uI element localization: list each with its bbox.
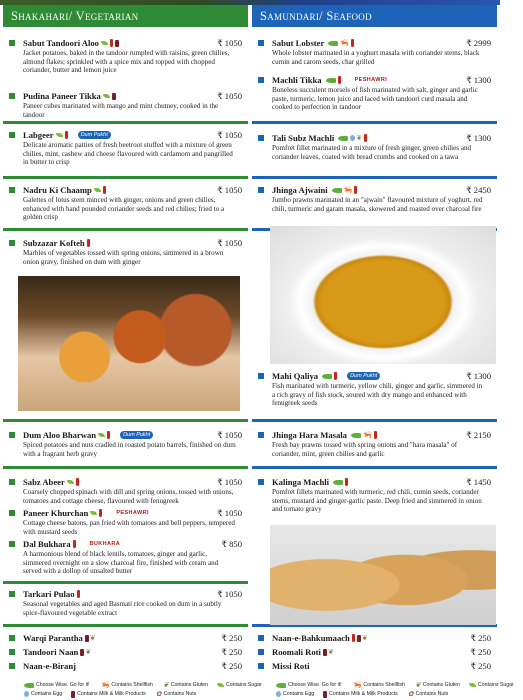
dum-pukht-badge: Dum Pukht [78, 131, 111, 139]
menu-item: Sabut Tandoori Aloo ₹ 1050 Jacket potatoes, baked in the tandoor rumpled with raisins, green chilies, almond flakes; sprinkled with a spice mix and topped with chopped coriander, butter and lemon juice [3, 37, 248, 75]
chili-icon [374, 431, 377, 439]
leaf-icon [67, 480, 74, 484]
chili-icon [352, 634, 355, 642]
fish-icon [351, 433, 361, 438]
leaf-icon [94, 188, 101, 192]
nonveg-bullet-icon [258, 635, 264, 641]
fish-icon [326, 78, 336, 83]
menu-item: Naan-e-Bahkumaach ❦ ₹ 250 [252, 632, 497, 644]
milk-icon [115, 40, 119, 47]
section-divider [3, 466, 248, 469]
menu-item: Roomali Roti ❦ ₹ 250 [252, 646, 497, 658]
chili-icon [110, 39, 113, 47]
section-divider [252, 419, 497, 422]
menu-item: Mahi Qaliya Dum Pukht ₹ 1300 Fish marinated with turmeric, yellow chili, ginger and garlic, simmered in a rich gravy of fish stock, soured with dry mango and enhanced with fenugreek seeds [252, 370, 497, 408]
legend-item: ✿ Contains Nuts [407, 691, 449, 698]
legend-item: 🦐 Contains Shellfish [100, 682, 153, 689]
gluten-icon: ❦ [361, 634, 368, 642]
menu-item: Tandoori Naan ❦ ₹ 250 [3, 646, 248, 658]
menu-item: Paneer Khurchan PESHAWRI ₹ 1050 Cottage cheese batons, pan fried with tomatoes and bell peppers, tempered with mustard seeds [3, 507, 248, 536]
seafood-header: Samundari/ Seafood [252, 5, 497, 27]
legend-item: Choose Wise. Go for it! [276, 682, 342, 688]
region-label: BUKHARA [89, 541, 121, 547]
legend-item: ❦ Contains Gluten [162, 682, 208, 689]
region-label: PESHAWRI [116, 510, 149, 516]
legend-row-right-2 [276, 690, 457, 698]
veg-bullet-icon [9, 240, 15, 246]
veg-bullet-icon [9, 541, 15, 547]
chili-icon [351, 39, 354, 47]
legend-item: 🦐 Contains Shellfish [352, 682, 405, 689]
legend-row-left-2 [24, 690, 205, 698]
leaf-icon [98, 433, 105, 437]
menu-item: Jhinga Ajwaini 🦐 ₹ 2450 Jumbo prawns marinated in an "ajwain" flavoured mixture of yoghurt, red chili, turmeric and garam masala, skewered and roasted over charcoal fire [252, 184, 497, 213]
section-divider [252, 121, 497, 124]
veg-bullet-icon [9, 132, 15, 138]
leaf-icon [56, 133, 63, 137]
section-divider [3, 228, 248, 231]
chili-icon [77, 590, 80, 598]
dum-pukht-badge: Dum Pukht [120, 431, 153, 439]
nonveg-bullet-icon [258, 77, 264, 83]
veg-bullet-icon [9, 591, 15, 597]
veg-bullet-icon [9, 93, 15, 99]
veg-bullet-icon [9, 187, 15, 193]
milk-icon [112, 93, 116, 100]
allergen-legend [0, 680, 514, 700]
fish-icon [338, 136, 348, 141]
shellfish-icon: 🦐 [343, 186, 353, 194]
veg-bullet-icon [9, 432, 15, 438]
shellfish-icon: 🦐 [352, 682, 362, 689]
nonveg-bullet-icon [258, 432, 264, 438]
veg-bullet-icon [9, 40, 15, 46]
veg-bullet-icon [9, 479, 15, 485]
menu-item: Dal Bukhara BUKHARA ₹ 850 A harmonious blend of black lentils, tomatoes, ginger and garlic, simmered overnight on a slow charcoal fire, finished with cream and served with a dollop of unsalted butter [3, 538, 248, 576]
section-divider [252, 466, 497, 469]
chili-icon [107, 431, 110, 439]
nuts-icon: ✿ [407, 691, 414, 698]
milk-icon [357, 635, 361, 642]
legend-row-right-1 [276, 681, 523, 689]
chili-icon [103, 186, 106, 194]
nonveg-bullet-icon [258, 663, 264, 669]
chili-icon [76, 478, 79, 486]
gluten-icon: ❦ [356, 134, 363, 142]
choose-wise-icon [276, 683, 286, 688]
dum-pukht-badge: Dum Pukht [347, 372, 380, 380]
section-divider [252, 176, 497, 179]
menu-item: Jhinga Hara Masala 🦐 ₹ 2150 Fresh bay prawns tossed with spring onions and "hara masala" of coriander, mint, green chilies and garlic [252, 429, 497, 458]
legend-item: Contains Egg [276, 691, 314, 697]
veg-bullet-icon [9, 510, 15, 516]
nuts-icon: ✿ [155, 691, 162, 698]
section-divider [3, 624, 248, 627]
legend-item: Contains Sugar [469, 682, 514, 688]
chili-icon [87, 239, 90, 247]
leaf-icon [90, 511, 97, 515]
shellfish-icon: 🦐 [100, 682, 110, 689]
legend-row-left-1 [24, 681, 271, 689]
fish-icon [332, 188, 342, 193]
milk-icon [80, 649, 84, 656]
veg-bullet-icon [9, 635, 15, 641]
chili-icon [338, 76, 341, 84]
menu-item: Sabut Lobster 🦐 ₹ 2999 Whole lobster marinated in a yoghurt masala with coriander stems, black cumin and carom seeds, char grilled [252, 37, 497, 66]
section-divider [3, 581, 248, 584]
chili-icon [65, 131, 68, 139]
section-divider [3, 419, 248, 422]
nonveg-bullet-icon [258, 649, 264, 655]
menu-item: Machli Tikka PESHAWRI ₹ 1300 Boneless succulent morsels of fish marinated with salt, ginger and garlic paste, turmeric, lemon juice and laced with tandoori curd masala and cooked to perfection in tandoor [252, 74, 497, 112]
shellfish-icon: 🦐 [340, 39, 350, 47]
nonveg-bullet-icon [258, 135, 264, 141]
menu-item: Labgeer Dum Pukht ₹ 1050 Delicate aromatic patties of fresh beetroot stuffed with a mixture of green chilies, mint, cashew and cheese flavoured with cardamom and pangrilled in butter to crisp [3, 129, 248, 167]
sugar-icon [217, 683, 224, 687]
milk-icon [71, 691, 75, 698]
section-divider [3, 121, 248, 124]
menu-item: Kalinga Machli ₹ 1450 Pomfret fillets marinated with turmeric, red chili, cumin seeds, coriander stems, mustard and ginger-garlic paste. Deep fried and simmered in onion and tomato gravy [252, 476, 497, 514]
gluten-icon: ❦ [327, 648, 334, 656]
chili-icon [99, 509, 102, 517]
legend-item: ✿ Contains Nuts [155, 691, 197, 698]
egg-icon [350, 135, 355, 141]
choose-wise-icon [24, 683, 34, 688]
chili-icon [364, 134, 367, 142]
menu-item: Warqi Parantha ❦ ₹ 250 [3, 632, 248, 644]
gluten-icon: ❦ [89, 634, 96, 642]
leaf-icon [101, 41, 108, 45]
breads-photo [270, 525, 496, 625]
legend-item: Choose Wise. Go for it! [24, 682, 90, 688]
menu-item: Tarkari Pulao ₹ 1050 Seasonal vegetables and aged Basmati rice cooked on dum in a subtly spice-flavoured vegetable extract [3, 588, 248, 617]
subzazar-kofteh-photo [18, 276, 240, 411]
menu-item: Subzazar Kofteh ₹ 1050 Marbles of vegetables tossed with spring onions, simmered in a brown onion gravy, finished on dum with ginger [3, 237, 248, 266]
menu-item: Naan-e-Biranj ₹ 250 [3, 660, 248, 672]
shellfish-icon: 🦐 [362, 431, 372, 439]
gluten-icon: ❦ [85, 648, 92, 656]
section-divider [3, 176, 248, 179]
sugar-icon [469, 683, 476, 687]
fish-icon [328, 41, 338, 46]
legend-item: Contains Sugar [217, 682, 262, 688]
chili-icon [334, 372, 337, 380]
nonveg-bullet-icon [258, 479, 264, 485]
gluten-icon: ❦ [162, 682, 169, 689]
chili-icon [73, 540, 76, 548]
egg-icon [24, 691, 29, 697]
gluten-icon: ❦ [414, 682, 421, 689]
veg-bullet-icon [9, 649, 15, 655]
fish-icon [333, 480, 343, 485]
chili-icon [354, 186, 357, 194]
nonveg-bullet-icon [258, 373, 264, 379]
menu-item: Sabz Abeer ₹ 1050 Coarsely chopped spinach with dill and spring onions, tossed with onions, tomatoes and cottage cheese, flavoured with fenugreek [3, 476, 248, 505]
menu-item: Tali Subz Machli ❦ ₹ 1300 Pomfret fillet marinated in a mixture of fresh ginger, green chilies and coriander leaves, coated with bread crumbs and cooked on a tawa [252, 132, 497, 161]
leaf-icon [103, 94, 110, 98]
legend-item: Contains Milk & Milk Products [71, 691, 146, 698]
menu-item: Nadru Ki Chaamp ₹ 1050 Galettes of lotus stem minced with ginger, onions and green chilies, enhanced with hand pounded coriander seeds and red chilies; fried to a golden crisp [3, 184, 248, 222]
milk-icon [323, 691, 327, 698]
menu-item: Pudina Paneer Tikka ₹ 1050 Paneer cubes marinated with mango and mint chutney, cooked in the tandoor [3, 90, 248, 119]
menu-item: Dum Aloo Bharwan Dum Pukht ₹ 1050 Spiced potatoes and nuts cradled in roasted potato barrels, finished on dum with a fragrant herb gravy [3, 429, 248, 458]
vegetarian-header: Shakahari/ Vegetarian [3, 5, 248, 27]
milk-icon [85, 635, 89, 642]
veg-bullet-icon [9, 663, 15, 669]
menu-item: Missi Roti ₹ 250 [252, 660, 497, 672]
milk-icon [323, 649, 327, 656]
fish-icon [322, 374, 332, 379]
legend-item: Contains Egg [24, 691, 62, 697]
legend-item: Contains Milk & Milk Products [323, 691, 398, 698]
egg-icon [276, 691, 281, 697]
mahi-qaliya-photo [270, 226, 496, 364]
nonveg-bullet-icon [258, 187, 264, 193]
region-label: PESHAWRI [354, 77, 388, 83]
nonveg-bullet-icon [258, 40, 264, 46]
chili-icon [345, 478, 348, 486]
legend-item: ❦ Contains Gluten [414, 682, 460, 689]
